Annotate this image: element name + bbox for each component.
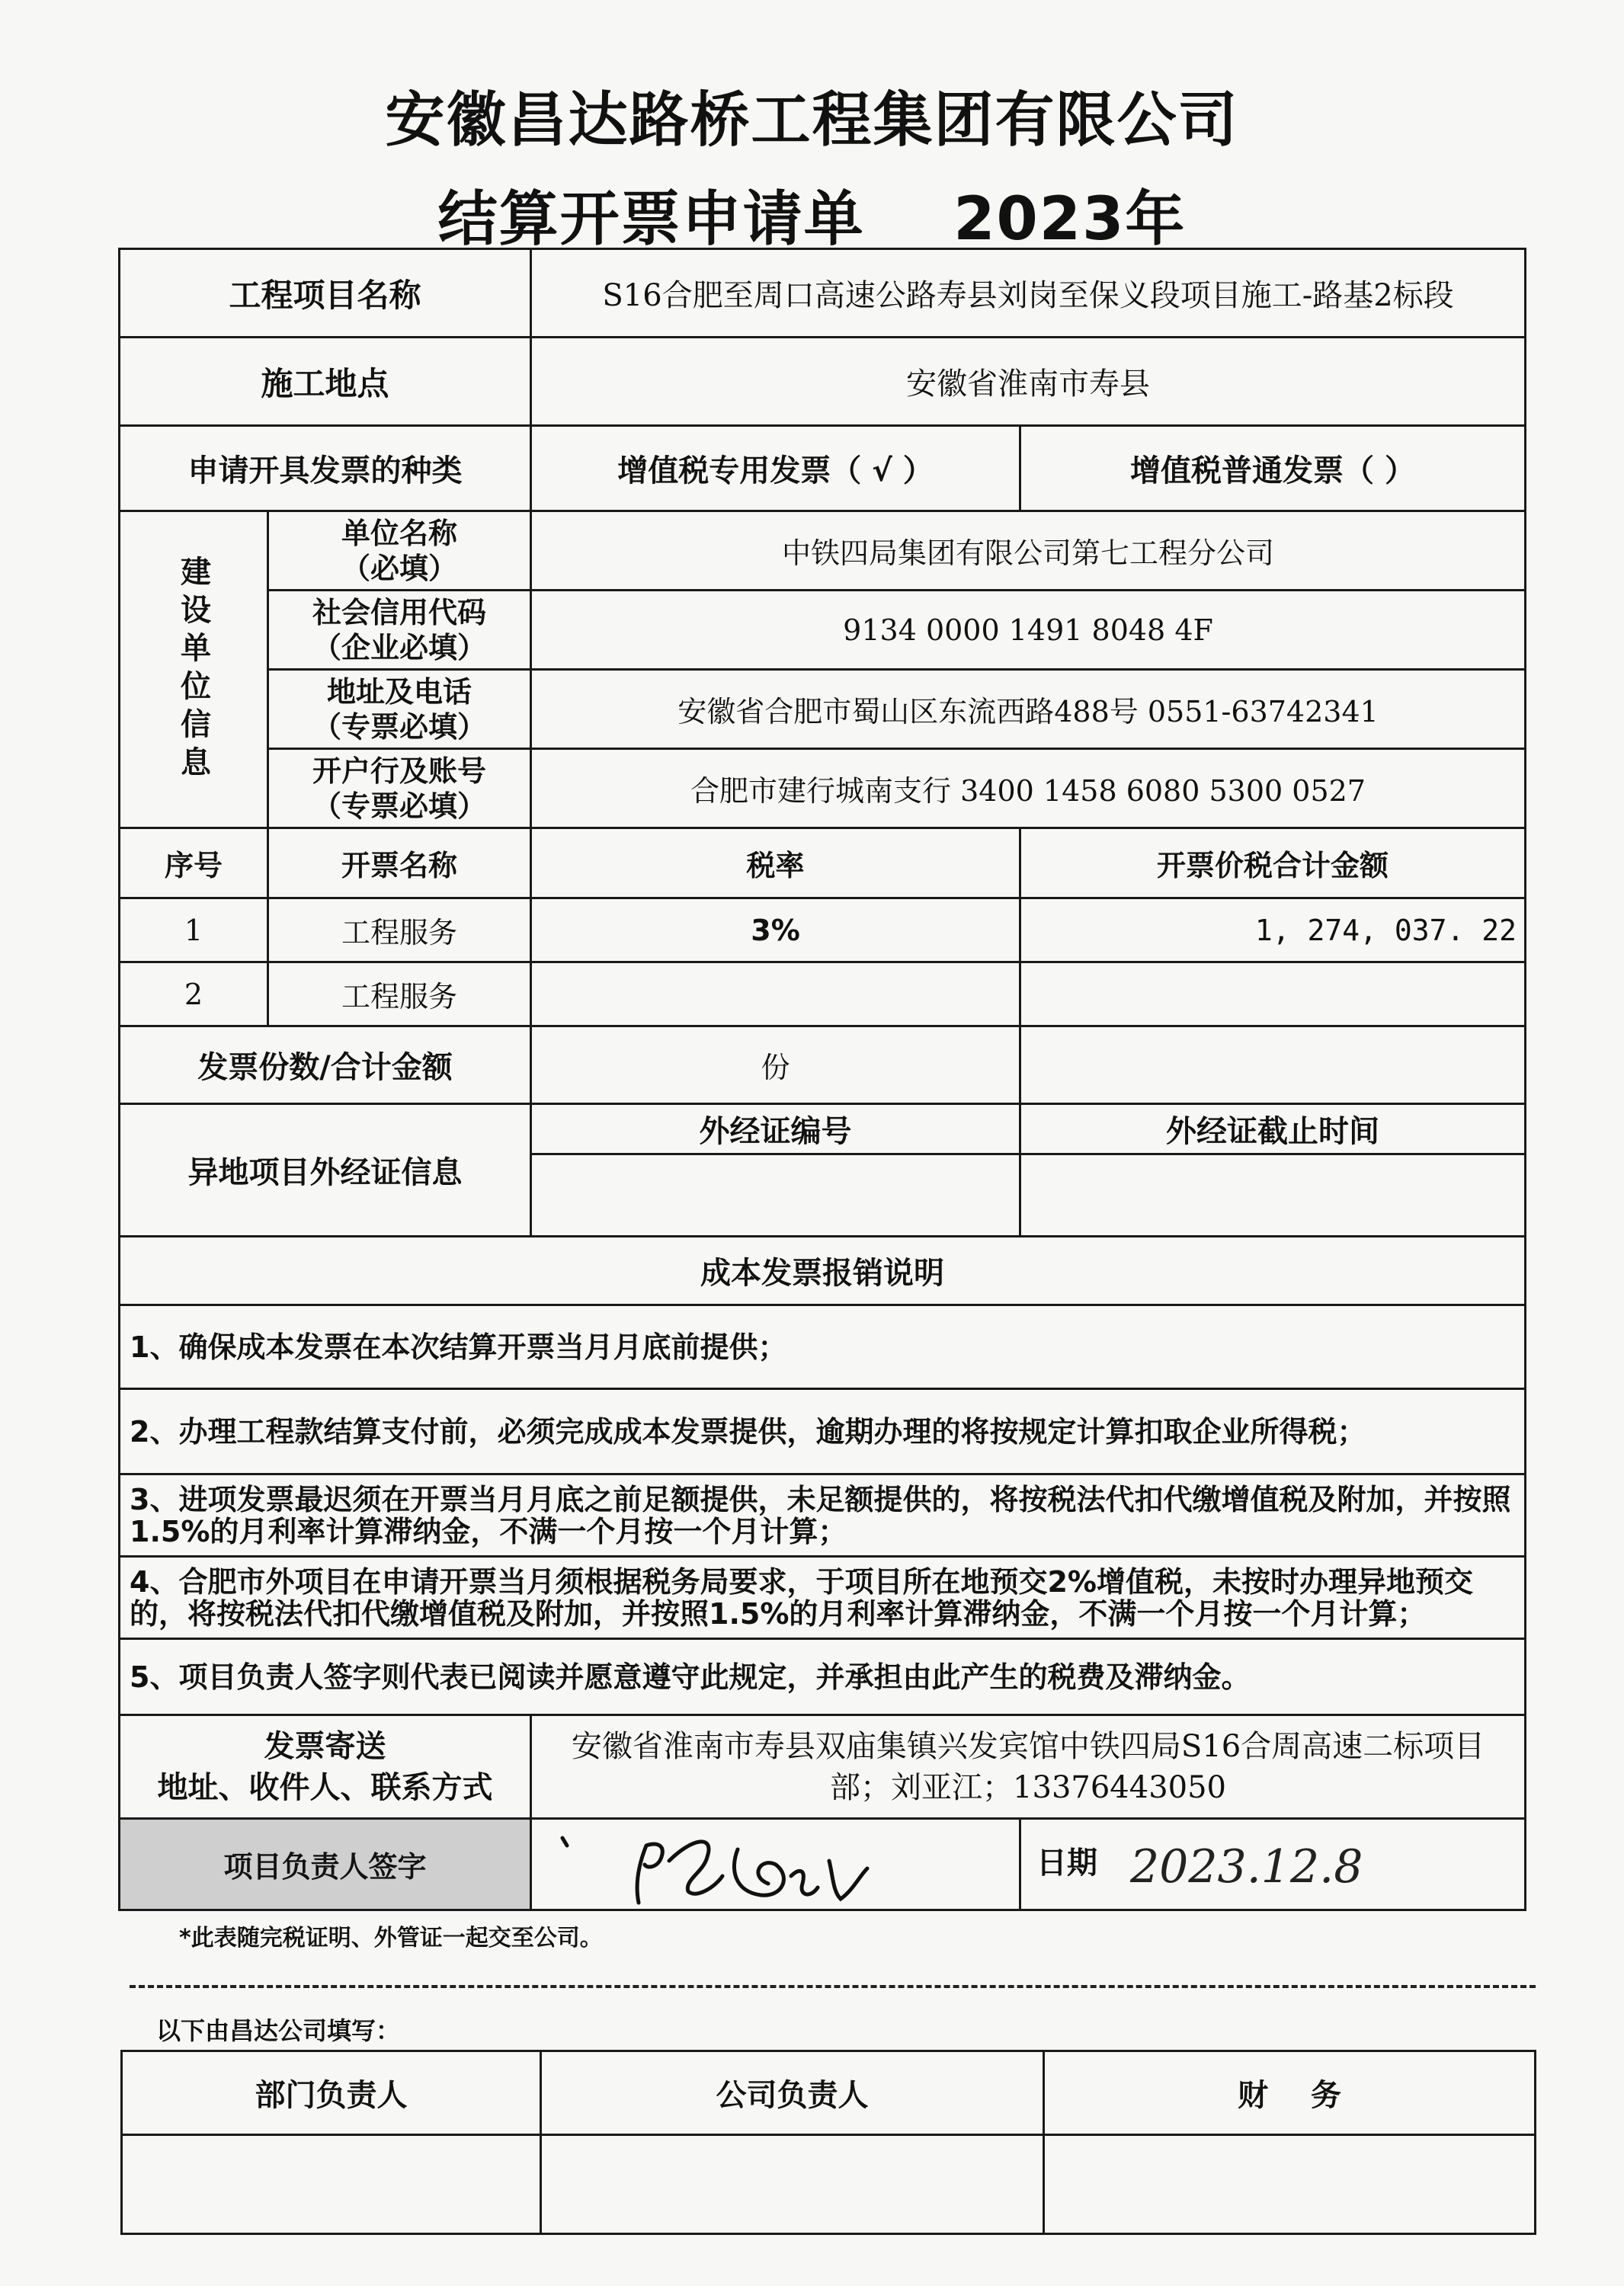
project-name-value: S16合肥至周口高速公路寿县刘岗至保义段项目施工-路基2标段 (531, 249, 1526, 338)
finance-sign[interactable] (1044, 2135, 1536, 2234)
row-no: 2 (120, 962, 268, 1026)
copies-unit[interactable]: 份 (531, 1026, 1020, 1104)
company-head-sign[interactable] (541, 2135, 1044, 2234)
external-deadline-label: 外经证截止时间 (1020, 1104, 1526, 1154)
builder-section-label: 建设单位信息 (175, 555, 211, 784)
address-phone-value: 安徽省合肥市蜀山区东流西路488号 0551-63742341 (531, 670, 1526, 749)
total-label: 发票份数/合计金额 (120, 1026, 531, 1104)
signature-label: 项目负责人签字 (120, 1819, 531, 1910)
invoice-type-normal[interactable]: 增值税普通发票（ ） (1020, 426, 1526, 511)
table-row (120, 898, 1526, 962)
row-rate: 3% (531, 898, 1020, 962)
bank-account-label: 开户行及账号 （专票必填） (268, 749, 531, 828)
company-fill-label: 以下由昌达公司填写： (156, 2016, 401, 2045)
handwritten-signature (532, 1823, 989, 1907)
row-no: 1 (120, 898, 268, 962)
company-title: 安徽昌达路桥工程集团有限公司 (385, 86, 1239, 155)
application-form-table (118, 248, 1526, 1911)
row-amount: 1, 274, 037. 22 (1020, 898, 1526, 962)
credit-code-label: 社会信用代码 （企业必填） (268, 591, 531, 670)
bank-account-value: 合肥市建行城南支行 3400 1458 6080 5300 0527 (531, 749, 1526, 828)
form-title: 结算开票申请单 2023年 (437, 185, 1187, 254)
date-value: 2023.12.8 (1129, 1839, 1363, 1894)
cost-note-4: 4、合肥市外项目在申请开票当月须根据税务局要求，于项目所在地预交2%增值税，未按时办理异地预交的，将按税法代扣代缴增值税及附加，并按照1.5%的月利率计算滞纳金，不满一个月按一个月计算； (120, 1557, 1526, 1639)
company-approval-table (120, 2050, 1536, 2235)
external-number-value[interactable] (531, 1154, 1020, 1237)
handwritten-date (1123, 1830, 1458, 1899)
col-header-rate: 税率 (531, 828, 1020, 898)
row-rate[interactable] (531, 962, 1020, 1026)
row-name: 工程服务 (268, 962, 531, 1026)
builder-name-value: 中铁四局集团有限公司第七工程分公司 (531, 511, 1526, 591)
col-header-amount: 开票价税合计金额 (1020, 828, 1526, 898)
cost-note-5: 5、项目负责人签字则代表已阅读并愿意遵守此规定，并承担由此产生的税费及滞纳金。 (120, 1639, 1526, 1715)
delivery-value: 安徽省淮南市寿县双庙集镇兴发宾馆中铁四局S16合周高速二标项目 部；刘亚江；13376443050 (531, 1715, 1526, 1819)
builder-name-label: 单位名称 （必填） (268, 511, 531, 591)
external-label: 异地项目外经证信息 (120, 1104, 531, 1237)
location-label: 施工地点 (120, 338, 531, 426)
invoice-type-label: 申请开具发票的种类 (120, 426, 531, 511)
row-name: 工程服务 (268, 898, 531, 962)
cost-note-3: 3、进项发票最迟须在开票当月月底之前足额提供，未足额提供的，将按税法代扣代缴增值税及附加，并按照1.5%的月利率计算滞纳金，不满一个月按一个月计算； (120, 1474, 1526, 1557)
cost-note-2: 2、办理工程款结算支付前，必须完成成本发票提供，逾期办理的将按规定计算扣取企业所得税； (120, 1389, 1526, 1474)
table-row (120, 962, 1526, 1026)
cost-note-1: 1、确保成本发票在本次结算开票当月月底前提供； (120, 1305, 1526, 1389)
builder-section (120, 511, 268, 828)
col-header-name: 开票名称 (268, 828, 531, 898)
external-deadline-value[interactable] (1020, 1154, 1526, 1237)
total-amount-cell[interactable] (1020, 1026, 1526, 1104)
credit-code-value: 9134 0000 1491 8048 4F (531, 591, 1526, 670)
row-amount[interactable] (1020, 962, 1526, 1026)
dept-head-sign[interactable] (122, 2135, 541, 2234)
cut-line (130, 1985, 1536, 1988)
delivery-label: 发票寄送 地址、收件人、联系方式 (120, 1715, 531, 1819)
external-number-label: 外经证编号 (531, 1104, 1020, 1154)
location-value: 安徽省淮南市寿县 (531, 338, 1526, 426)
date-cell[interactable] (1020, 1819, 1526, 1910)
date-label: 日期 (1036, 1845, 1098, 1881)
signature-field[interactable] (531, 1819, 1020, 1910)
company-head-label: 公司负责人 (541, 2051, 1044, 2135)
footnote: *此表随完税证明、外管证一起交至公司。 (179, 1925, 603, 1951)
col-header-no: 序号 (120, 828, 268, 898)
invoice-type-special[interactable]: 增值税专用发票（ √ ） (531, 426, 1020, 511)
dept-head-label: 部门负责人 (122, 2051, 541, 2135)
project-name-label: 工程项目名称 (120, 249, 531, 338)
finance-label: 财 务 (1044, 2051, 1536, 2135)
address-phone-label: 地址及电话 （专票必填） (268, 670, 531, 749)
cost-notes-title: 成本发票报销说明 (120, 1237, 1526, 1305)
